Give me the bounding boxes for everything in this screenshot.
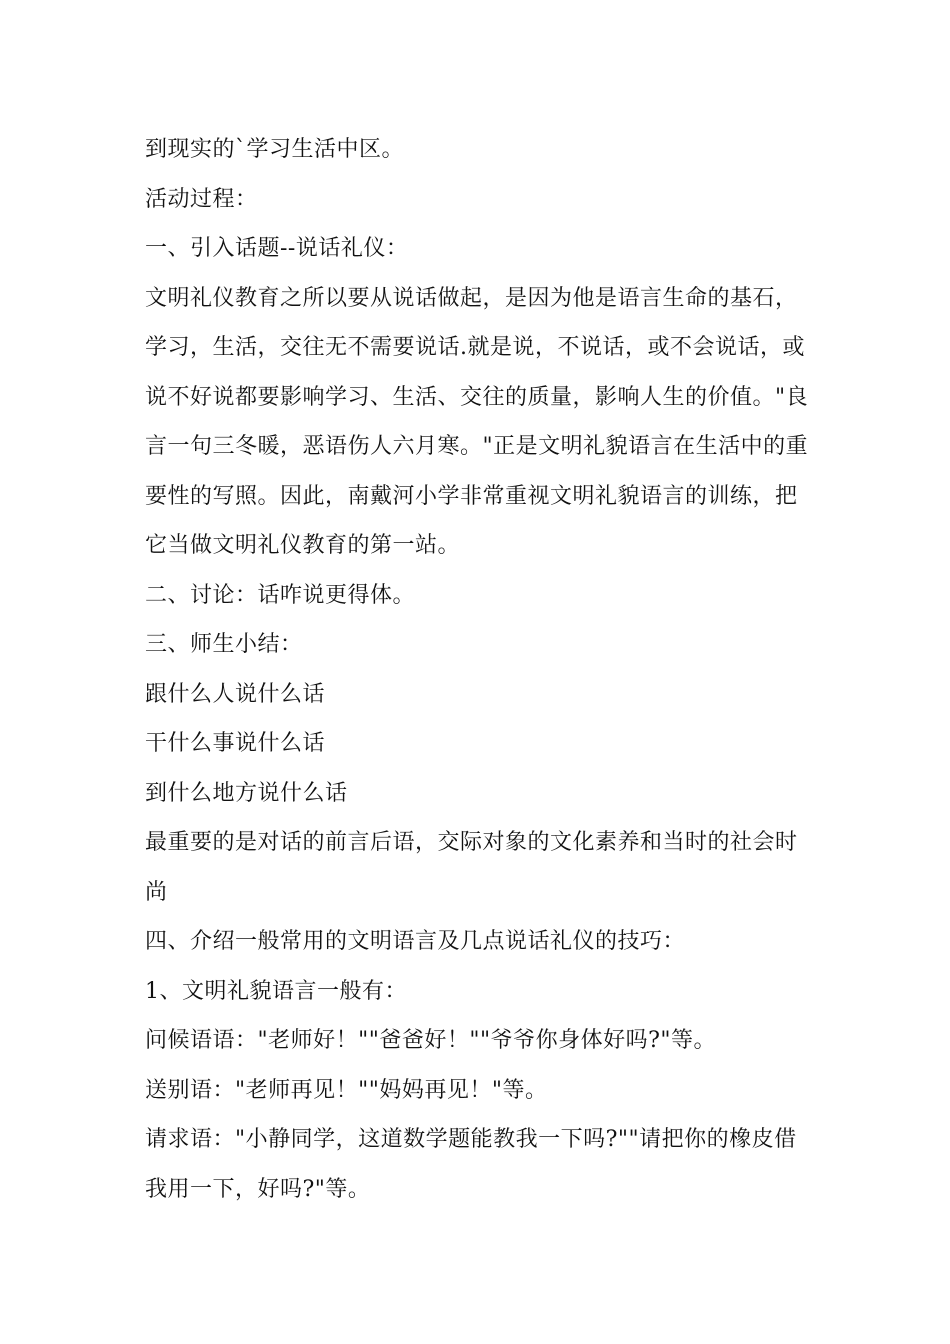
text-line: 干什么事说什么话 [145,731,326,756]
text-line: 最重要的是对话的前言后语，交际对象的文化素养和当时的社会时 [145,830,798,855]
text-line: 跟什么人说什么话 [145,681,326,707]
text-line: 文明礼仪教育之所以要从说话做起，是因为他是语言生命的基石， [145,285,798,311]
section-heading: 一、引入话题--说话礼仪： [145,236,409,261]
text-line: 学习，生活，交往无不需要说话.就是说，不说话，或不会说话，或 [145,335,805,360]
document-body [145,125,813,1214]
section-heading: 二、讨论：话咋说更得体。 [145,582,416,608]
subsection-heading: 1、文明礼貌语言一般有： [145,978,407,1004]
text-line: 请求语："小静同学，这道数学题能教我一下吗?""请把你的橡皮借 [145,1127,797,1152]
text-line: 说不好说都要影响学习、生活、交往的质量，影响人生的价值。"良 [145,384,809,410]
text-line: 我用一下，好吗?"等。 [145,1176,371,1202]
text-line: 言一句三冬暖，恶语伤人六月寒。"正是文明礼貌语言在生活中的重 [145,434,809,459]
text-line: 问候语语："老师好！""爸爸好！""爷爷你身体好吗?"等。 [145,1028,717,1053]
section-heading: 三、师生小结： [145,632,303,657]
text-line: 尚 [145,879,168,905]
section-heading: 活动过程： [145,186,258,212]
text-line: 送别语："老师再见！""妈妈再见！"等。 [145,1077,548,1103]
text-line: 到现实的`学习生活中区。 [145,137,405,162]
text-line: 到什么地方说什么话 [145,780,348,806]
section-heading: 四、介绍一般常用的文明语言及几点说话礼仪的技巧： [145,929,686,954]
text-line: 要性的写照。因此，南戴河小学非常重视文明礼貌语言的训练，把 [145,483,798,509]
text-line: 它当做文明礼仪教育的第一站。 [145,533,461,558]
